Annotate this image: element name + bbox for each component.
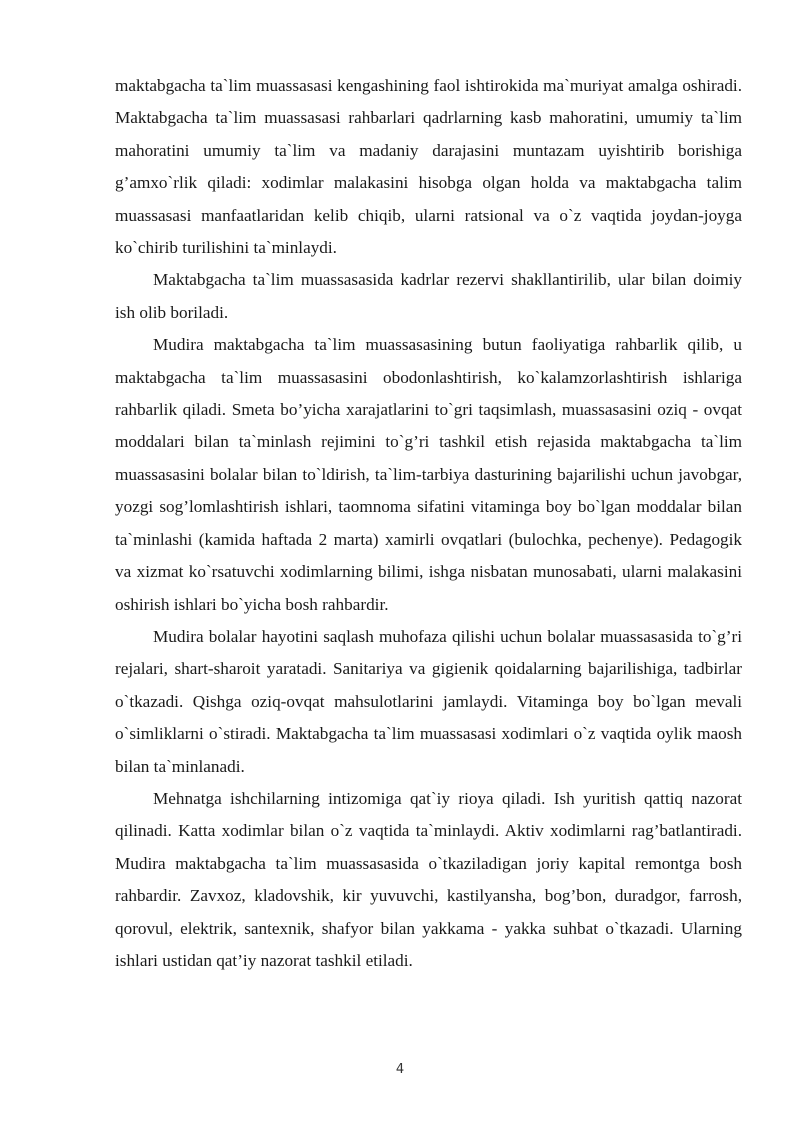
paragraph-5: Mehnatga ishchilarning intizomiga qat`iy rioya qiladi. Ish yuritish qattiq nazorat qilinadi. Katta xodimlar bilan o`z vaqtida ta`minlaydi. Aktiv xodimlarni rag’batlantiradi. Mudira maktabgacha ta`lim muassasasida o`tkaziladigan joriy kapital remontga bosh rahbardir. Zavxoz, kladovshik, kir yuvuvchi, kastilyansha, bog’bon, duradgor, farrosh, qorovul, elektrik, santexnik, shafyor bilan yakkama - yakka suhbat o`tkazadi. Ularning ishlari ustidan qat’iy nazorat tashkil etiladi. <box>115 788 742 970</box>
page-number: 4 <box>395 1062 405 1077</box>
paragraph-3: Mudira maktabgacha ta`lim muassasasining butun faoliyatiga rahbarlik qilib, u maktabgacha ta`lim muassasasini obodonlashtirish, ko`kalamzorlashtirish ishlariga rahbarlik qiladi. Smeta bo’yicha xarajatlarini to`gri taqsimlash, muassasasini oziq - ovqat moddalari bilan ta`minlash rejimini to`g’ri tashkil etish rejasida maktabgacha ta`lim muassasasini bolalar bilan to`ldirish, ta`lim-tarbiya dasturining bajarilishi uchun javobgar, yozgi sog’lomlashtirish ishlari, taomnoma sifatini vitaminga boy bo`lgan moddalar bilan ta`minlashi (kamida haftada 2 marta) xamirli ovqatlari (bulochka, pechenye). Pedagogik va xizmat ko`rsatuvchi xodimlarning bilimi, ishga nisbatan munosabati, ularni malakasini oshirish ishlari bo`yicha bosh rahbardir. <box>115 335 742 614</box>
paragraph-4: Mudira bolalar hayotini saqlash muhofaza qilishi uchun bolalar muassasasida to`g’ri rejalari, shart-sharoit yaratadi. Sanitariya va gigienik qoidalarning bajarilishiga, tadbirlar o`tkazadi. Qishga oziq-ovqat mahsulotlarini jamlaydi. Vitaminga boy bo`lgan mevali o`simliklarni o`stiradi. Maktabgacha ta`lim muassasasi xodimlari o`z vaqtida oylik maosh bilan ta`minlanadi. <box>115 626 742 776</box>
paragraph-2: Maktabgacha ta`lim muassasasida kadrlar rezervi shakllantirilib, ular bilan doimiy ish olib boriladi. <box>115 270 742 322</box>
paragraph-1: maktabgacha ta`lim muassasasi kengashining faol ishtirokida ma`muriyat amalga oshiradi. Maktabgacha ta`lim muassasasi rahbarlari qadrlarning kasb mahoratini, umumiy ta`lim mahoratini umumiy ta`lim va madaniy darajasini muntazam uyishtirib borishiga g’amxo`rlik qiladi: xodimlar malakasini hisobga olgan holda va maktabgacha talim muassasasi manfaatlaridan kelib chiqib, ularni ratsional va o`z vaqtida joydan-joyga ko`chirib turilishini ta`minlaydi. <box>115 76 742 258</box>
document-body <box>115 70 742 977</box>
